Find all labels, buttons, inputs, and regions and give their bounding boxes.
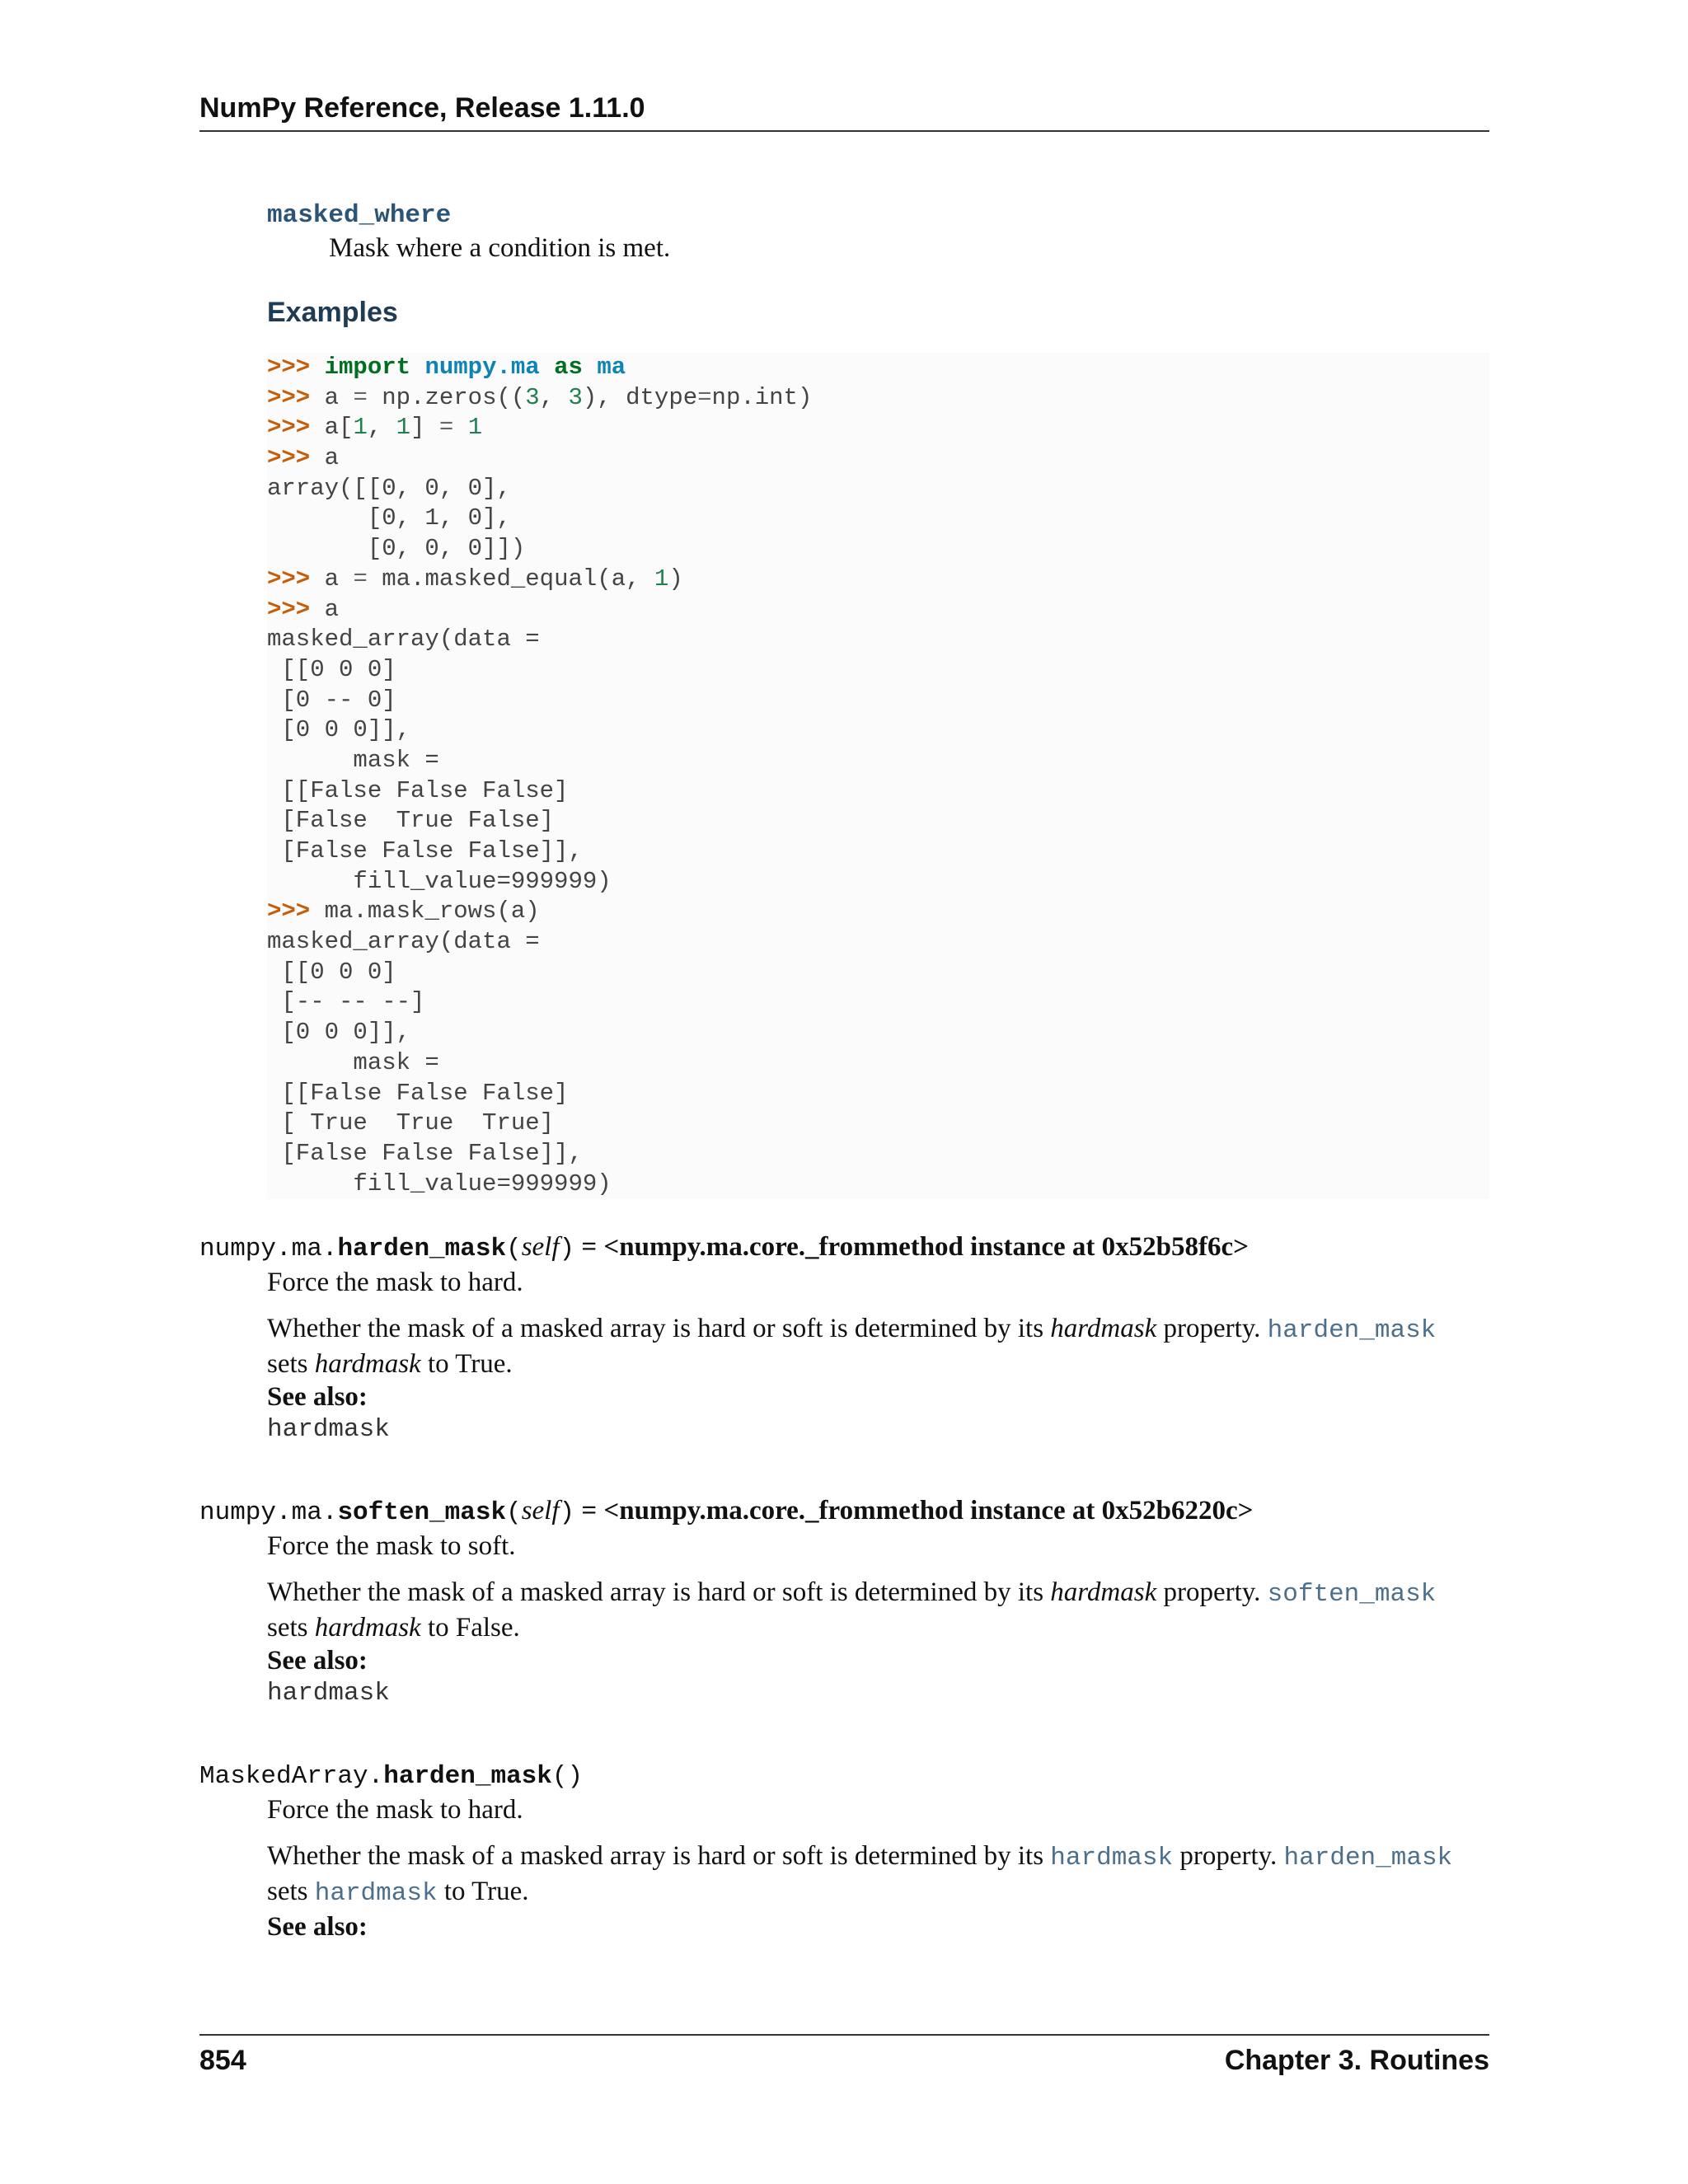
description-text: property. — [1156, 1577, 1268, 1607]
code-token: [[False False False] — [267, 1079, 569, 1107]
header-title: NumPy Reference, Release 1.11.0 — [199, 92, 645, 124]
code-token — [540, 354, 554, 381]
code-token: , — [539, 383, 569, 411]
code-token: a[ — [324, 414, 354, 442]
xref-link-hardmask[interactable]: hardmask — [314, 1879, 438, 1908]
property-name: hardmask — [314, 1349, 421, 1379]
chapter-title: Chapter 3. Routines — [1224, 2045, 1489, 2076]
code-prompt: >>> — [267, 354, 325, 381]
signature-prefix: MaskedArray. — [199, 1762, 384, 1791]
page-number: 854 — [199, 2045, 246, 2076]
see-also-label: See also: — [267, 1382, 368, 1412]
entry-summary: Force the mask to hard. — [267, 1268, 523, 1297]
code-line — [267, 1108, 1489, 1139]
code-line — [267, 867, 1489, 898]
code-prompt: >>> — [267, 414, 325, 442]
code-line — [267, 927, 1489, 958]
signature-param: self — [521, 1496, 560, 1526]
code-token: 1 — [467, 414, 483, 442]
see-also-description: Mask where a condition is met. — [329, 233, 671, 263]
code-token: a — [324, 595, 340, 623]
signature-default: = <numpy.ma.core._frommethod instance at 0x52b58f6c> — [574, 1232, 1249, 1262]
xref-link-soften-mask[interactable]: soften_mask — [1267, 1580, 1437, 1609]
code-token — [410, 354, 424, 381]
code-line — [267, 776, 1489, 807]
code-token: [0 0 0]], — [267, 1019, 411, 1047]
code-token: [False True False] — [267, 807, 555, 835]
description-text: to True. — [420, 1349, 513, 1379]
description-text: to True. — [437, 1877, 529, 1906]
xref-link-hardmask[interactable]: hardmask — [1050, 1844, 1174, 1872]
code-token: masked_array(data = — [267, 928, 540, 956]
code-token: [[0 0 0] — [267, 655, 396, 683]
entry-description — [267, 1840, 1489, 1910]
description-text: sets — [267, 1613, 315, 1643]
method-signature — [199, 1758, 1489, 1793]
code-token: ] — [410, 414, 439, 442]
code-line — [267, 534, 1489, 565]
code-line — [267, 746, 1489, 776]
code-token: array([[0, 0, 0], — [267, 474, 511, 502]
examples-heading: Examples — [267, 297, 398, 328]
code-token: [[0 0 0] — [267, 958, 396, 986]
code-token: [False False False]], — [267, 837, 583, 865]
entry-summary: Force the mask to soft. — [267, 1531, 516, 1561]
code-token: numpy.ma — [424, 354, 540, 381]
code-line — [267, 987, 1489, 1018]
description-text: Whether the mask of a masked array is hard or soft is determined by its — [267, 1314, 1051, 1343]
code-token: ma.mask_rows(a) — [324, 898, 540, 926]
code-token: a — [324, 444, 340, 472]
entry-description — [267, 1576, 1489, 1644]
entry-numpy-ma-harden-mask — [199, 1230, 1489, 1446]
entry-numpy-ma-soften-mask — [199, 1494, 1489, 1710]
code-token: [0, 0, 0]]) — [267, 535, 526, 563]
code-token: 1 — [396, 414, 411, 442]
entry-body — [267, 1793, 1489, 1943]
code-token: import — [324, 354, 411, 381]
description-text: Whether the mask of a masked array is hard or soft is determined by its — [267, 1577, 1051, 1607]
code-line — [267, 565, 1489, 595]
signature-name[interactable]: harden_mask — [383, 1762, 552, 1791]
entry-maskedarray-harden-mask — [199, 1758, 1489, 1943]
entry-description — [267, 1312, 1489, 1380]
signature-open-paren: ( — [506, 1235, 522, 1263]
code-line — [267, 504, 1489, 534]
code-token: np.zeros(( — [367, 383, 526, 411]
code-line — [267, 353, 1489, 383]
description-text: sets — [267, 1349, 315, 1379]
description-text: Whether the mask of a masked array is hard or soft is determined by its — [267, 1841, 1051, 1871]
code-token: = — [697, 383, 712, 411]
document-page — [199, 0, 1489, 2184]
see-also-label: See also: — [267, 1646, 368, 1675]
signature-open-paren: ( — [506, 1498, 522, 1527]
code-line — [267, 958, 1489, 988]
code-token: = — [353, 565, 368, 593]
code-token: a — [324, 565, 354, 593]
running-header — [199, 92, 1489, 132]
property-name: hardmask — [1050, 1577, 1157, 1607]
code-line — [267, 715, 1489, 746]
code-token: 1 — [654, 565, 669, 593]
property-name: hardmask — [1050, 1314, 1157, 1343]
description-text: property. — [1156, 1314, 1268, 1343]
code-token: 3 — [568, 383, 583, 411]
code-token: 1 — [353, 414, 368, 442]
code-line — [267, 1079, 1489, 1109]
code-token — [453, 414, 467, 441]
description-text: to False. — [420, 1613, 520, 1643]
xref-link-harden-mask[interactable]: harden_mask — [1267, 1316, 1437, 1345]
code-token: [0, 1, 0], — [267, 504, 511, 532]
code-line — [267, 1169, 1489, 1200]
signature-name[interactable]: harden_mask — [337, 1235, 507, 1263]
code-line — [267, 1048, 1489, 1079]
code-token — [583, 354, 597, 381]
function-signature — [199, 1494, 1489, 1530]
code-token: masked_array(data = — [267, 626, 540, 654]
see-also-item — [267, 201, 670, 264]
code-prompt: >>> — [267, 444, 325, 472]
see-also-target: hardmask — [267, 1415, 390, 1444]
code-line — [267, 1139, 1489, 1169]
xref-link-harden-mask[interactable]: harden_mask — [1283, 1844, 1453, 1872]
signature-default: = <numpy.ma.core._frommethod instance at 0x52b6220c> — [574, 1496, 1254, 1526]
code-token: fill_value=999999) — [267, 867, 612, 895]
code-line — [267, 625, 1489, 655]
signature-params: () — [551, 1762, 584, 1791]
code-line — [267, 595, 1489, 626]
code-line — [267, 383, 1489, 414]
entry-body — [267, 1530, 1489, 1710]
code-token: fill_value=999999) — [267, 1169, 612, 1197]
code-line — [267, 474, 1489, 504]
code-token: = — [438, 414, 454, 442]
code-token: = — [353, 383, 368, 411]
code-token: [[False False False] — [267, 776, 569, 804]
code-token: as — [554, 354, 583, 381]
entry-body — [267, 1266, 1489, 1446]
running-footer — [199, 2034, 1489, 2077]
property-name: hardmask — [314, 1613, 421, 1643]
code-line — [267, 837, 1489, 867]
code-token: ma.masked_equal(a, — [367, 565, 654, 593]
code-token: ), dtype — [582, 383, 698, 411]
signature-prefix: numpy.ma. — [199, 1498, 338, 1527]
signature-prefix: numpy.ma. — [199, 1235, 338, 1263]
code-prompt: >>> — [267, 383, 325, 411]
see-also-target: hardmask — [267, 1679, 390, 1708]
code-line — [267, 443, 1489, 474]
code-token: a — [324, 383, 354, 411]
see-also-link-masked-where[interactable]: masked_where — [267, 201, 452, 230]
see-also-label: See also: — [267, 1912, 368, 1942]
code-prompt: >>> — [267, 565, 325, 593]
function-signature — [199, 1230, 1489, 1266]
signature-name[interactable]: soften_mask — [337, 1498, 507, 1527]
code-token: mask = — [267, 746, 439, 774]
code-line — [267, 806, 1489, 837]
code-line — [267, 686, 1489, 716]
code-line — [267, 655, 1489, 686]
code-token: 3 — [525, 383, 540, 411]
code-token: [ True True True] — [267, 1109, 555, 1137]
code-prompt: >>> — [267, 595, 325, 623]
code-line — [267, 1018, 1489, 1048]
code-line — [267, 897, 1489, 927]
code-token: ma — [597, 354, 626, 381]
code-line — [267, 413, 1489, 443]
code-token: [0 0 0]], — [267, 716, 411, 744]
code-example-block — [267, 353, 1489, 1199]
description-text: property. — [1173, 1841, 1284, 1871]
signature-close-paren: ) — [559, 1498, 575, 1527]
description-text: sets — [267, 1877, 315, 1906]
code-token: mask = — [267, 1048, 439, 1076]
code-token: , — [367, 414, 396, 442]
entry-summary: Force the mask to hard. — [267, 1795, 523, 1825]
code-token: np.int) — [711, 383, 813, 411]
signature-param: self — [521, 1232, 560, 1262]
signature-close-paren: ) — [559, 1235, 575, 1263]
code-prompt: >>> — [267, 898, 325, 926]
code-token: ) — [668, 565, 683, 593]
code-token: [-- -- --] — [267, 988, 425, 1016]
code-token: [False False False]], — [267, 1139, 583, 1167]
code-token: [0 -- 0] — [267, 686, 396, 714]
